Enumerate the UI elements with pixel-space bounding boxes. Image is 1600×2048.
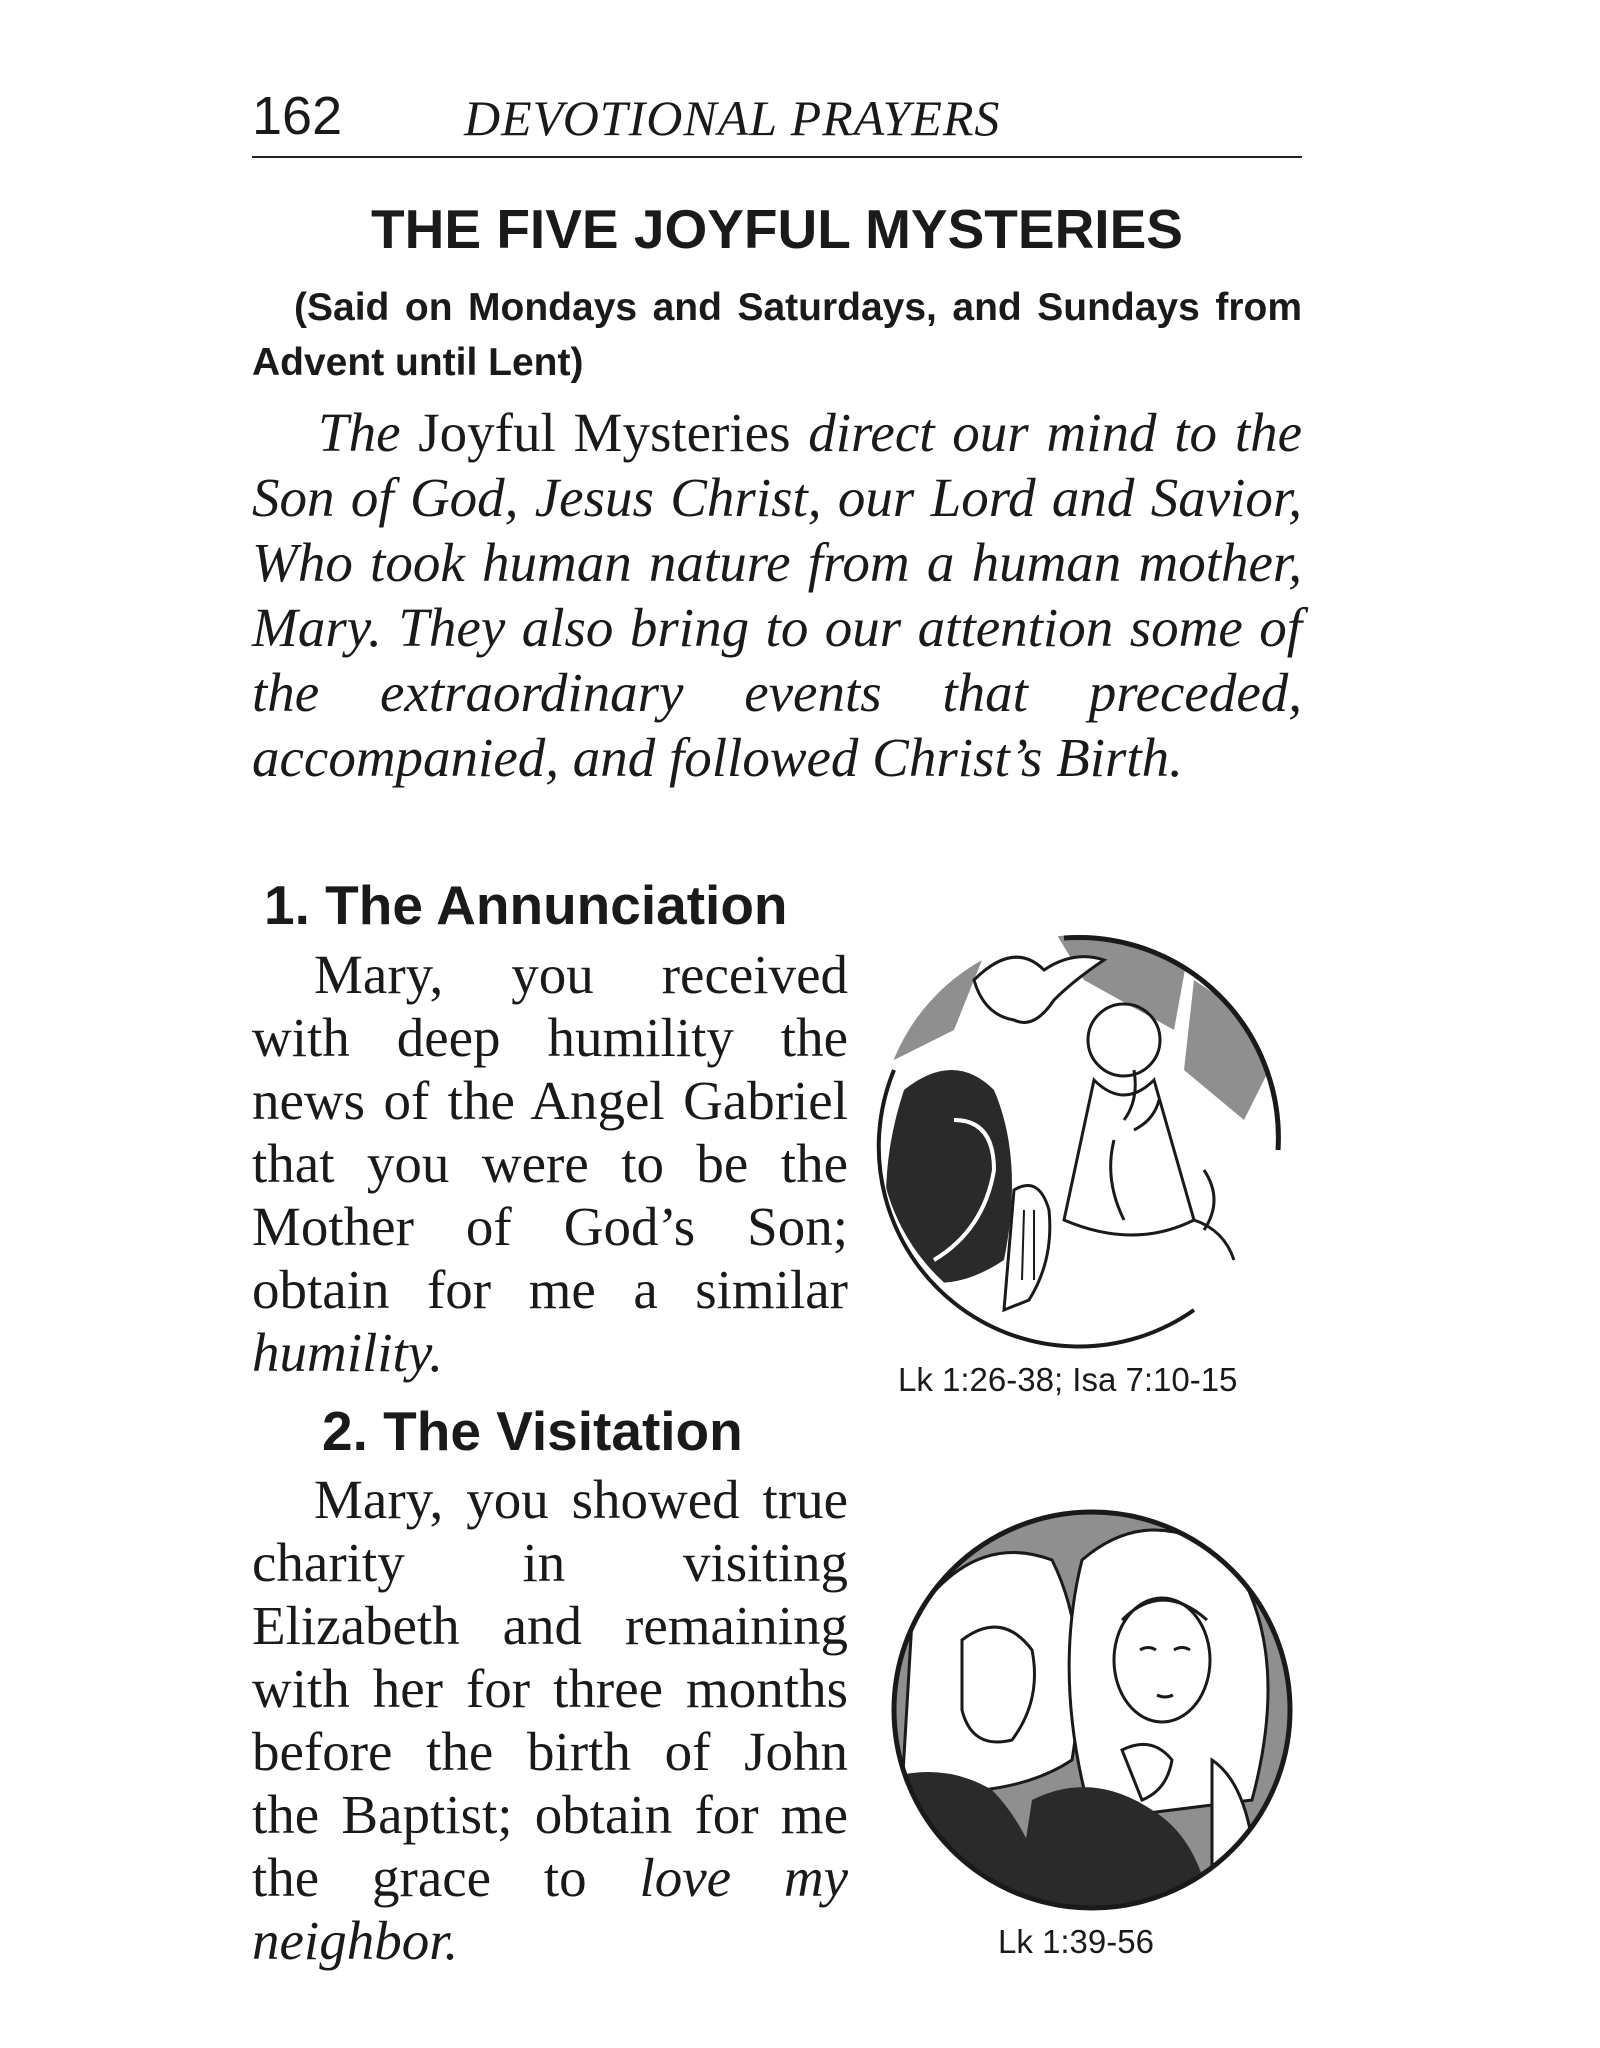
chapter-subtitle: (Said on Mondays and Saturdays, and Sundays from Advent until Lent) — [252, 286, 1302, 384]
mystery-text-annunciation — [252, 943, 848, 1384]
intro-part-2: Joyful Mysteries — [418, 402, 791, 463]
intro-part-3: direct our mind to the Son of God, Jesus Christ, our Lord and Savior, Who took human nature from a human mother, Mary. They also bring to our attention some of the extraordinary events that preceded, accompanied, and followed Christ’s Birth. — [252, 402, 1303, 788]
section-title: DEVOTIONAL PRAYERS — [464, 90, 1001, 146]
mystery-prayer: Mary, you showed true charity in visiting Elizabeth and remaining with her for three months before the birth of John the Baptist; obtain for me the grace to — [252, 1469, 848, 1908]
book-page — [252, 0, 1302, 2048]
running-header — [252, 84, 1302, 158]
scripture-reference-visitation: Lk 1:39-56 — [998, 1923, 1154, 1960]
mystery-heading-visitation: 2. The Visitation — [322, 1400, 743, 1462]
mystery-virtue: humility. — [252, 1322, 443, 1383]
mystery-heading-annunciation: 1. The Annunciation — [264, 874, 788, 936]
visitation-illustration — [882, 1500, 1302, 1920]
chapter-title: THE FIVE JOYFUL MYSTERIES — [371, 198, 1183, 260]
mystery-text-visitation — [252, 1468, 848, 1972]
intro-part-1: The — [318, 402, 401, 463]
mystery-prayer: Mary, you received with deep humility the news of the Angel Gabriel that you were to be the Mother of God’s Son; obtain for me a similar — [252, 944, 848, 1320]
mystery-virtue: love my neighbor. — [252, 1847, 848, 1971]
scripture-reference-annunciation: Lk 1:26-38; Isa 7:10-15 — [898, 1361, 1238, 1398]
annunciation-illustration — [864, 920, 1294, 1350]
page-number: 162 — [252, 86, 343, 146]
intro-paragraph — [252, 400, 1302, 790]
